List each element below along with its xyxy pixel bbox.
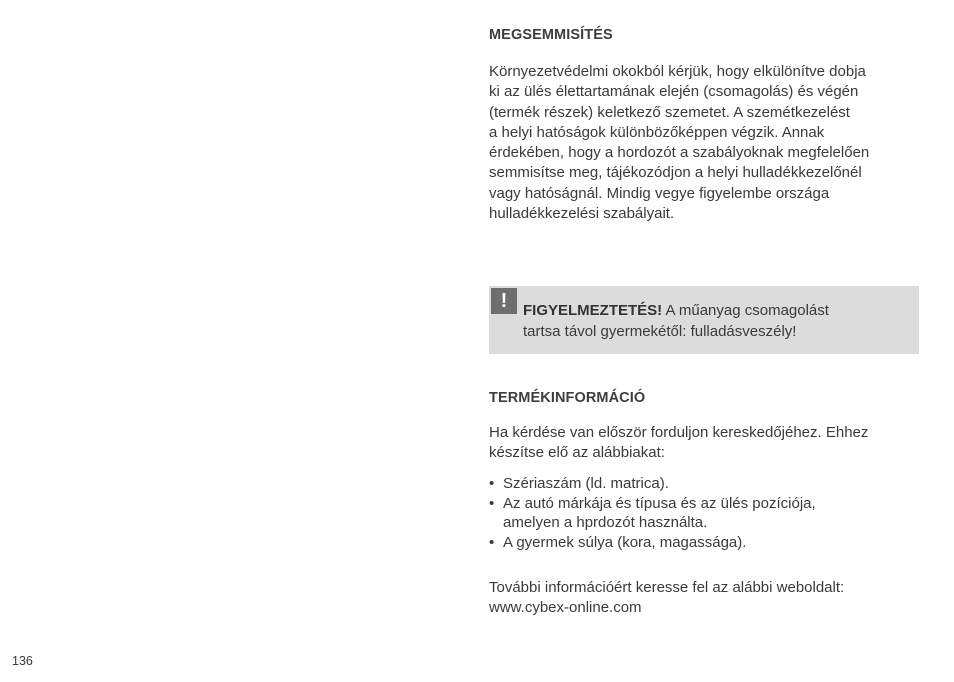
warning-box	[489, 286, 919, 354]
more-info-paragraph	[489, 578, 929, 619]
warning-line-1-rest: A műanyag csomagolást	[662, 302, 829, 319]
disposal-line: semmisítse meg, tájékozódjon a helyi hulladékkezelőnél	[489, 164, 862, 182]
page-number: 136	[12, 654, 33, 668]
disposal-line: a helyi hatóságok különbözőképpen végzik. Annak	[489, 123, 825, 141]
bullet-icon: •	[489, 494, 495, 512]
disposal-line: (termék részek) keletkező szemetet. A szemétkezelést	[489, 103, 850, 121]
list-item	[489, 474, 816, 494]
warning-text	[523, 300, 829, 342]
product-info-list	[489, 474, 816, 552]
disposal-line: vagy hatóságnál. Mindig vegye figyelembe országa	[489, 184, 830, 202]
exclamation-icon: !	[491, 288, 517, 314]
list-item	[489, 533, 816, 553]
website-link[interactable]: www.cybex-online.com	[489, 599, 642, 617]
warning-label: FIGYELMEZTETÉS!	[523, 302, 663, 319]
bullet-icon: •	[489, 475, 495, 492]
more-info-line: További információért keresse fel az alábbi weboldalt:	[489, 579, 845, 596]
product-info-line: Ha kérdése van először forduljon kereskedőjéhez. Ehhez	[489, 424, 869, 441]
disposal-paragraph	[489, 62, 929, 224]
list-item-text: Szériaszám (ld. matrica).	[503, 475, 669, 492]
list-item-text: A gyermek súlya (kora, magassága).	[503, 533, 747, 551]
product-info-line: készítse elő az alábbiakat:	[489, 444, 665, 462]
disposal-line: Környezetvédelmi okokból kérjük, hogy elkülönítve dobja	[489, 63, 866, 80]
product-info-paragraph	[489, 423, 929, 464]
disposal-line: érdekében, hogy a hordozót a szabályoknak megfelelően	[489, 144, 870, 162]
bullet-icon: •	[489, 533, 495, 551]
list-item-text: amelyen a hprdozót használta.	[503, 514, 708, 531]
warning-line-1	[523, 300, 829, 321]
disposal-heading: MEGSEMMISÍTÉS	[489, 27, 613, 43]
product-info-heading: TERMÉKINFORMÁCIÓ	[489, 390, 646, 406]
disposal-line: hulladékkezelési szabályait.	[489, 205, 675, 223]
list-item	[489, 494, 816, 533]
list-item-text: Az autó márkája és típusa és az ülés pozíciója,	[503, 494, 816, 512]
disposal-line: ki az ülés élettartamának elején (csomagolás) és végén	[489, 83, 859, 101]
warning-line-2: tartsa távol gyermekétől: fulladásveszély!	[523, 323, 797, 340]
